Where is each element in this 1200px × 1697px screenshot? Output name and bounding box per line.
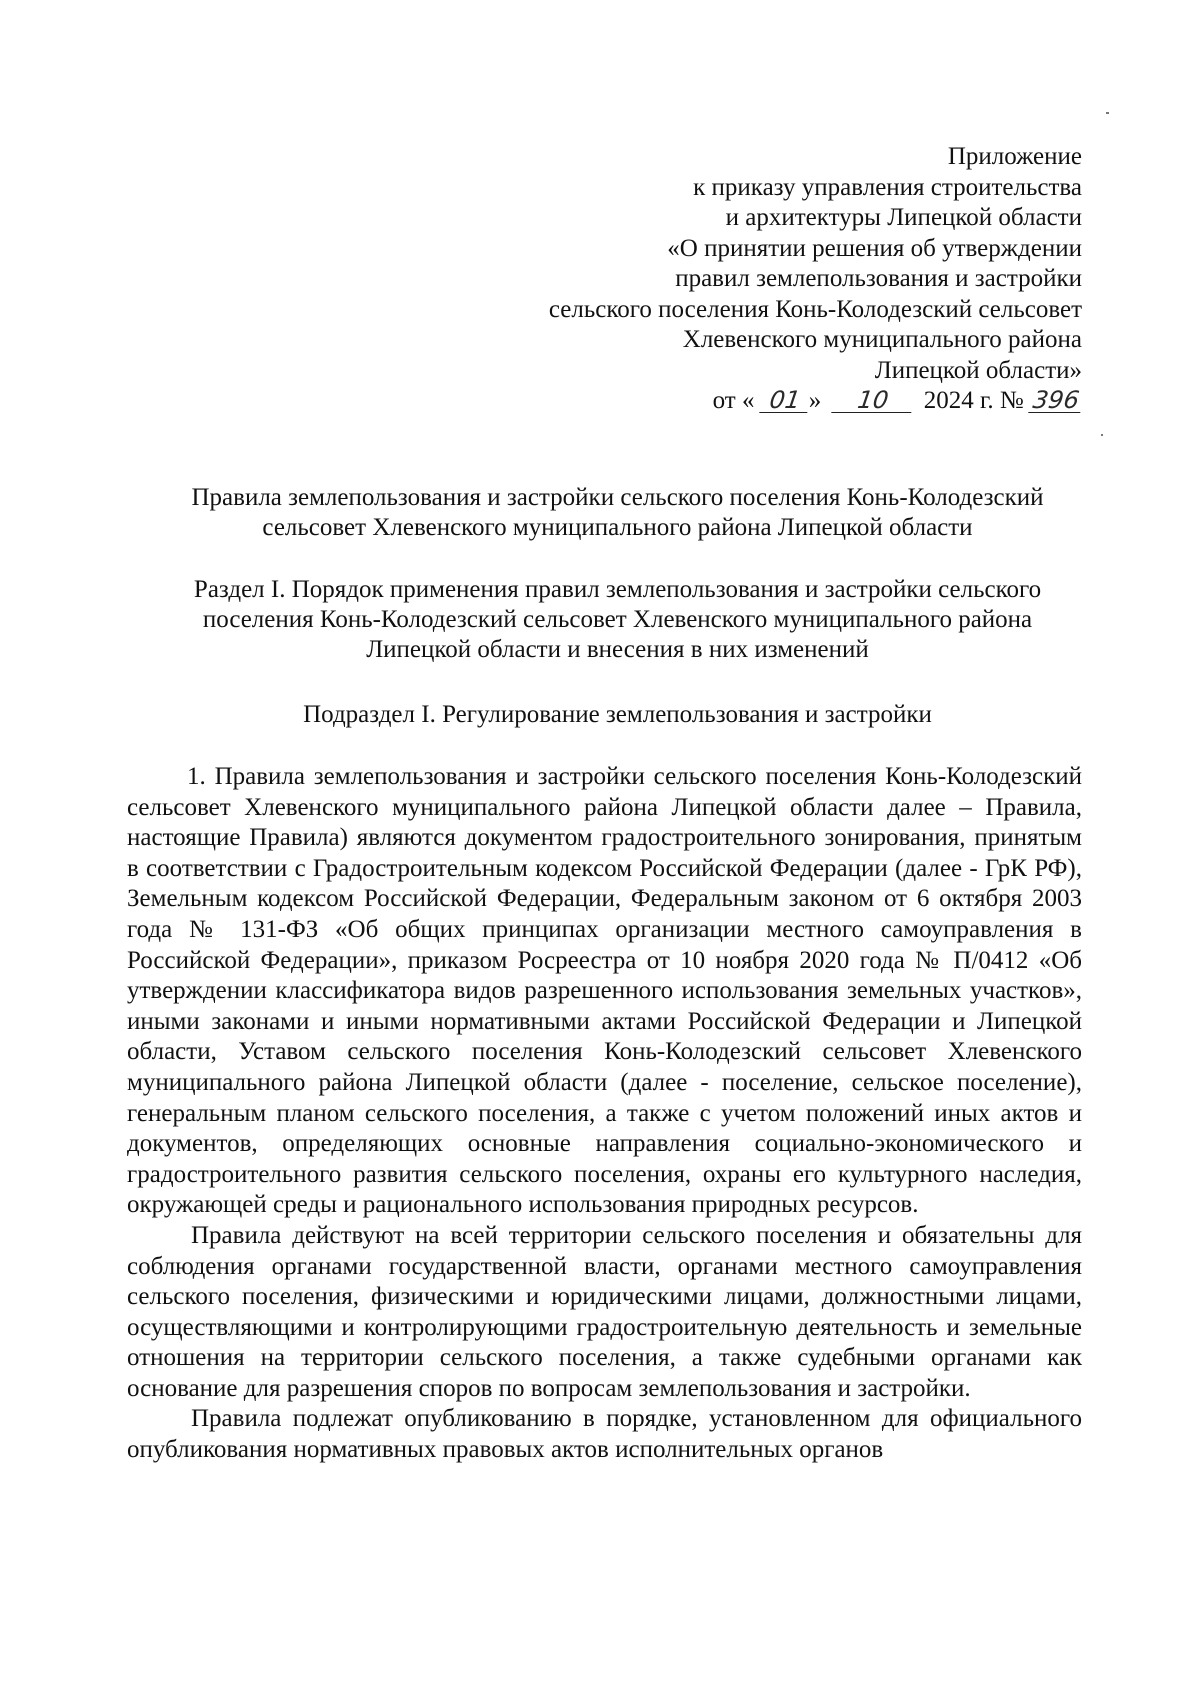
title-line: сельсовет Хлевенского муниципального района Липецкой области	[262, 514, 973, 541]
document-title	[150, 483, 1085, 543]
appendix-line: к приказу управления строительства	[693, 173, 1082, 201]
scan-speck	[1101, 434, 1103, 436]
order-date-line	[549, 386, 1082, 417]
body-text	[127, 762, 1082, 1466]
date-year: 2024 г. №	[923, 387, 1024, 414]
subsection-line: Подраздел I. Регулирование землепользования и застройки	[303, 701, 932, 728]
paragraph: 1. Правила землепользования и застройки сельского поселения Конь-Колодезский сельсовет Хлевенского муниципального района Липецкой области далее – Правила, настоящие Правила) являются документом градостроительного зонирования, принятым в соответствии с Градостроительным кодексом Российской Федерации (далее - ГрК РФ), Земельным кодексом Российской Федерации, Федеральным законом от 6 октября 2003 года № 131-ФЗ «Об общих принципах организации местного самоуправления в Российской Федерации», приказом Росреестра от 10 ноября 2020 года № П/0412 «Об утверждении классификатора видов разрешенного использования земельных участков», иными законами и иными нормативными актами Российской Федерации и Липецкой области, Уставом сельского поселения Конь-Колодезский сельсовет Хлевенского муниципального района Липецкой области (далее - поселение, сельское поселение), генеральным планом сельского поселения, а также с учетом положений иных актов и документов, определяющих основные направления социально-экономического и градостроительного развития сельского поселения, охраны его культурного наследия, окружающей среды и рационального использования природных ресурсов.	[127, 763, 1082, 1219]
date-prefix: от «	[712, 387, 755, 414]
section-heading	[150, 575, 1085, 665]
scan-speck	[1106, 112, 1109, 114]
title-line: Правила землепользования и застройки сельского поселения Конь-Колодезский	[191, 484, 1044, 511]
appendix-line: Хлевенского муниципального района	[682, 326, 1082, 353]
appendix-line: Приложение	[947, 143, 1082, 170]
paragraph: Правила подлежат опубликованию в порядке, установленном для официального опубликования нормативных правовых актов исполнительных органов	[127, 1405, 1082, 1464]
appendix-line: «О принятии решения об утверждении	[667, 234, 1082, 262]
appendix-header	[549, 142, 1082, 417]
section-line: поселения Конь-Колодезский сельсовет Хлевенского муниципального района	[202, 606, 1033, 633]
appendix-line: Липецкой области»	[874, 356, 1082, 384]
appendix-line: сельского поселения Конь-Колодезский сельсовет	[548, 295, 1082, 323]
appendix-line: и архитектуры Липецкой области	[725, 204, 1082, 231]
subsection-heading	[150, 700, 1085, 730]
date-mid: »	[808, 387, 822, 414]
section-line: Раздел I. Порядок применения правил землепользования и застройки сельского	[193, 576, 1042, 603]
appendix-line: правил землепользования и застройки	[675, 265, 1082, 292]
paragraph: Правила действуют на всей территории сельского поселения и обязательны для соблюдения органами государственной власти, органами местного самоуправления сельского поселения, физическими и юридическими лицами, должностными лицами, осуществляющими и контролирующими градостроительную деятельность и земельные отношения на территории сельского поселения, а также судебными органами как основание для разрешения споров по вопросам землепользования и застройки.	[127, 1221, 1082, 1402]
handwritten-month: 10	[832, 388, 916, 413]
handwritten-order-number: 396	[1028, 388, 1084, 413]
section-line: Липецкой области и внесения в них изменений	[366, 636, 869, 663]
handwritten-day: 01	[759, 388, 811, 413]
